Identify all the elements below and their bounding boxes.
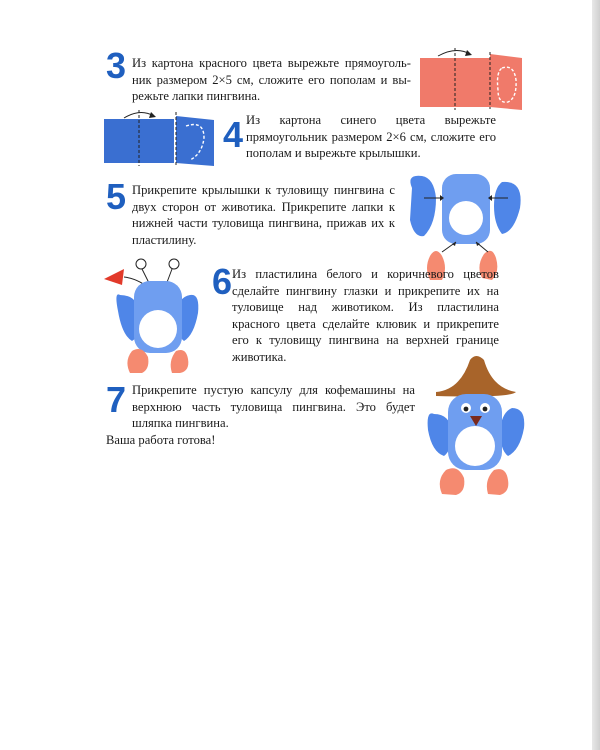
- red-card-fold-illustration: [418, 44, 528, 114]
- left-paw: [440, 468, 465, 495]
- finished-penguin-illustration: [422, 352, 528, 497]
- right-paw: [171, 350, 189, 373]
- fold-arrowhead-icon: [149, 112, 156, 118]
- penguin-belly: [455, 426, 495, 466]
- step-4-number: 4: [223, 114, 244, 155]
- right-pupil: [483, 407, 488, 412]
- fold-arrowhead-icon: [465, 50, 472, 56]
- step-7-text: Прикрепите пустую капсулу для кофемашины на верхнюю часть туловища пингвина. Это будет шляпка пингвина.: [132, 383, 415, 431]
- blue-folded-card: [176, 116, 214, 166]
- step-3-number: 3: [106, 45, 127, 86]
- left-eye-piece: [136, 259, 146, 269]
- step-3-text: Из картона красного цвета вырежьте прямоугольник размером 2×5 см, сложите его пополам и вырежьте лапки пингвина.: [132, 56, 411, 104]
- left-paw: [127, 349, 148, 373]
- final-note: Ваша работа готова!: [106, 433, 216, 447]
- right-eye-piece: [169, 259, 179, 269]
- fold-arrow-icon: [438, 50, 470, 56]
- right-paw: [487, 469, 508, 495]
- step-6-text: Из пластилина белого и коричневого цветов сделайте пингвину глазки и прикрепите их на туловище над животиком. Из пластилина красного цвета сделайте клювик и прикрепите его к туловищу пингвина на верхней границе животика.: [232, 267, 499, 364]
- hat: [436, 356, 516, 397]
- beak-piece: [104, 269, 124, 285]
- step-4-text: Из картона синего цвета вырежьте прямоугольник размером 2×6 см, сложите его пополам и вырежьте крылышки.: [246, 113, 496, 161]
- step-7-number: 7: [106, 379, 127, 420]
- step-6-number: 6: [212, 261, 233, 302]
- right-wing: [500, 408, 524, 456]
- left-pupil: [464, 407, 469, 412]
- right-wing: [494, 182, 521, 234]
- penguin-belly: [449, 201, 483, 235]
- blue-card-fold-illustration: [102, 108, 220, 168]
- page-edge-shadow: [592, 0, 600, 750]
- step-5-number: 5: [106, 176, 127, 217]
- left-wing: [410, 176, 436, 236]
- penguin-belly: [139, 310, 177, 348]
- red-folded-card: [490, 54, 522, 110]
- step-5-text: Прикрепите крылышки к туловищу пингвина с двух сторон от животика. Прикрепите лапки к нижней части туловища пингвина, прижав их к пластилину.: [132, 183, 395, 247]
- penguin-face-illustration: [102, 255, 207, 375]
